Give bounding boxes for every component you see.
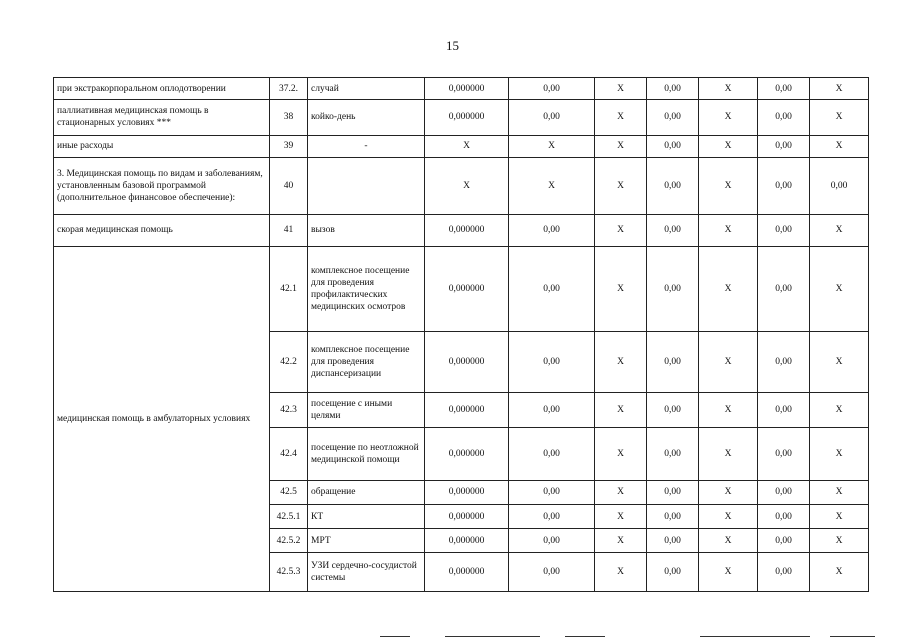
row-value: Х [595, 135, 647, 157]
table-row [54, 157, 869, 214]
row-value: Х [699, 135, 758, 157]
row-value: Х [595, 428, 647, 481]
row-value: 0,00 [509, 529, 595, 553]
row-name: медицинская помощь в амбулаторных условиях [54, 246, 270, 591]
row-name: 3. Медицинская помощь по видам и заболеваниям, установленным базовой программой (дополнительное финансовое обеспечение): [54, 157, 270, 214]
row-number: 38 [270, 100, 308, 135]
row-value: Х [699, 504, 758, 528]
row-value: 0,00 [647, 428, 699, 481]
row-value: 0,00 [509, 100, 595, 135]
row-unit: посещение по неотложной медицинской помощи [308, 428, 425, 481]
row-value: Х [425, 135, 509, 157]
row-value: 0,000000 [425, 428, 509, 481]
row-unit: - [308, 135, 425, 157]
row-unit: случай [308, 78, 425, 100]
row-value: 0,00 [758, 214, 810, 246]
row-name: паллиативная медицинская помощь в стационарных условиях *** [54, 100, 270, 135]
row-value: 0,00 [509, 480, 595, 504]
row-unit: УЗИ сердечно-сосудистой системы [308, 553, 425, 592]
row-value: Х [810, 214, 869, 246]
row-value: Х [509, 157, 595, 214]
bottom-edge-marks [0, 630, 905, 640]
row-value: 0,000000 [425, 331, 509, 392]
row-number: 40 [270, 157, 308, 214]
row-value: 0,00 [758, 331, 810, 392]
row-value: 0,00 [758, 392, 810, 427]
table-row [54, 100, 869, 135]
row-unit: комплексное посещение для проведения профилактических медицинских осмотров [308, 246, 425, 331]
row-value: 0,00 [758, 135, 810, 157]
row-value: Х [595, 157, 647, 214]
row-value: Х [810, 480, 869, 504]
row-value: 0,00 [509, 504, 595, 528]
row-unit: обращение [308, 480, 425, 504]
row-value: Х [595, 246, 647, 331]
row-number: 39 [270, 135, 308, 157]
row-unit: вызов [308, 214, 425, 246]
row-value: 0,00 [647, 529, 699, 553]
row-value: Х [810, 392, 869, 427]
row-number: 42.5.1 [270, 504, 308, 528]
table-row [54, 135, 869, 157]
row-value: 0,00 [509, 331, 595, 392]
row-value: 0,000000 [425, 214, 509, 246]
row-value: Х [699, 246, 758, 331]
row-number: 42.2 [270, 331, 308, 392]
row-value: 0,00 [758, 504, 810, 528]
row-value: Х [595, 214, 647, 246]
row-value: 0,00 [647, 214, 699, 246]
row-number: 42.5.3 [270, 553, 308, 592]
row-name: при экстракорпоральном оплодотворении [54, 78, 270, 100]
row-value: 0,00 [647, 135, 699, 157]
row-value: Х [595, 553, 647, 592]
row-value: 0,00 [509, 553, 595, 592]
row-value: Х [699, 480, 758, 504]
row-number: 37.2. [270, 78, 308, 100]
row-number: 42.5.2 [270, 529, 308, 553]
row-value: Х [595, 504, 647, 528]
row-value: 0,00 [647, 392, 699, 427]
row-value: Х [699, 157, 758, 214]
table-row [54, 78, 869, 100]
row-value: Х [810, 135, 869, 157]
row-value: Х [699, 78, 758, 100]
row-number: 42.3 [270, 392, 308, 427]
row-value: 0,00 [509, 392, 595, 427]
row-value: 0,00 [758, 246, 810, 331]
row-value: 0,000000 [425, 504, 509, 528]
row-value: Х [699, 553, 758, 592]
row-value: 0,00 [758, 553, 810, 592]
row-value: Х [595, 529, 647, 553]
row-name: скорая медицинская помощь [54, 214, 270, 246]
row-value: Х [509, 135, 595, 157]
row-unit: комплексное посещение для проведения диспансеризации [308, 331, 425, 392]
row-value: 0,00 [758, 428, 810, 481]
row-value: Х [595, 480, 647, 504]
row-value: Х [810, 246, 869, 331]
row-value: 0,000000 [425, 480, 509, 504]
row-value: 0,00 [758, 157, 810, 214]
row-unit: МРТ [308, 529, 425, 553]
row-value: 0,00 [647, 331, 699, 392]
row-value: 0,00 [509, 428, 595, 481]
row-name: иные расходы [54, 135, 270, 157]
row-value: Х [699, 428, 758, 481]
row-value: 0,000000 [425, 78, 509, 100]
row-number: 42.5 [270, 480, 308, 504]
row-value: Х [595, 100, 647, 135]
row-value: Х [810, 78, 869, 100]
table-row [54, 246, 869, 331]
row-value: 0,000000 [425, 100, 509, 135]
row-value: 0,00 [509, 214, 595, 246]
row-unit: посещение с иными целями [308, 392, 425, 427]
row-value: 0,000000 [425, 246, 509, 331]
table-row [54, 214, 869, 246]
row-unit: КТ [308, 504, 425, 528]
row-value: Х [810, 331, 869, 392]
row-value: 0,00 [758, 529, 810, 553]
row-value: 0,00 [810, 157, 869, 214]
row-value: 0,000000 [425, 392, 509, 427]
row-value: 0,00 [509, 78, 595, 100]
row-value: Х [699, 392, 758, 427]
row-value: Х [595, 392, 647, 427]
row-value: 0,00 [758, 100, 810, 135]
row-value: Х [810, 553, 869, 592]
row-value: Х [699, 529, 758, 553]
row-value: 0,00 [647, 504, 699, 528]
row-value: 0,00 [647, 246, 699, 331]
row-value: Х [699, 100, 758, 135]
row-value: Х [595, 78, 647, 100]
row-value: 0,00 [647, 157, 699, 214]
row-value: 0,00 [647, 100, 699, 135]
row-value: Х [810, 428, 869, 481]
row-value: Х [595, 331, 647, 392]
row-value: 0,00 [647, 78, 699, 100]
row-value: Х [810, 529, 869, 553]
row-number: 42.4 [270, 428, 308, 481]
row-value: 0,00 [647, 553, 699, 592]
row-value: 0,000000 [425, 553, 509, 592]
row-value: 0,000000 [425, 529, 509, 553]
page-number: 15 [446, 38, 459, 53]
data-table [53, 77, 869, 592]
row-value: 0,00 [758, 78, 810, 100]
row-value: Х [699, 331, 758, 392]
row-value: Х [810, 504, 869, 528]
row-value: 0,00 [509, 246, 595, 331]
row-value: Х [810, 100, 869, 135]
row-number: 41 [270, 214, 308, 246]
row-unit [308, 157, 425, 214]
row-value: Х [425, 157, 509, 214]
row-value: 0,00 [758, 480, 810, 504]
row-value: 0,00 [647, 480, 699, 504]
row-unit: койко-день [308, 100, 425, 135]
row-value: Х [699, 214, 758, 246]
row-number: 42.1 [270, 246, 308, 331]
